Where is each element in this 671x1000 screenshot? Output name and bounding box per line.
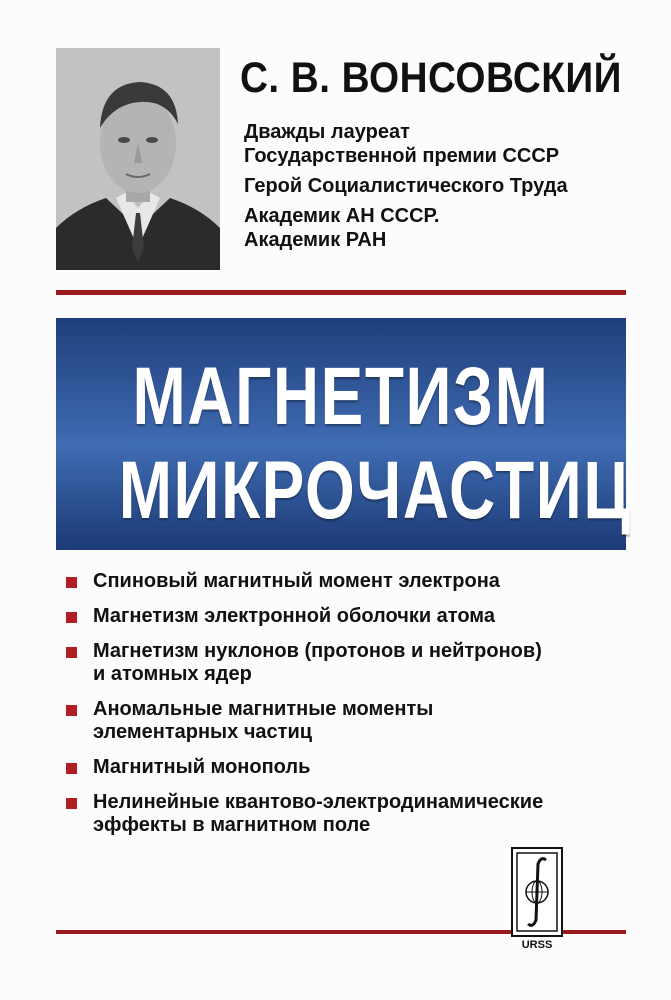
list-item [66, 791, 626, 837]
bullet-square-icon [66, 705, 77, 716]
topics-list [66, 570, 626, 849]
author-title-line: Государственной премии СССР [244, 145, 560, 167]
list-item [66, 570, 626, 593]
top-divider [56, 290, 626, 295]
publisher-logo [510, 846, 564, 954]
topic-text: Магнетизм электронной оболочки атома [93, 605, 495, 627]
book-title-line-1: МАГНЕТИЗМ [132, 351, 550, 442]
topic-text: Нелинейные квантово-электродинамические эффекты в магнитном поле [93, 791, 544, 836]
list-item [66, 640, 626, 686]
list-item [66, 698, 626, 744]
topic-text: Магнетизм нуклонов (протонов и нейтронов) и атомных ядер [93, 640, 542, 685]
author-titles [244, 120, 644, 252]
bullet-square-icon [66, 577, 77, 588]
author-title-line: Академик РАН [244, 229, 387, 251]
author-title-line: Дважды лауреат [244, 121, 410, 143]
publisher-name: URSS [521, 939, 553, 951]
bullet-square-icon [66, 612, 77, 623]
author-name: С. В. ВОНСОВСКИЙ [240, 54, 622, 102]
book-title-line-2: МИКРОЧАСТИЦ [118, 445, 632, 536]
topic-text: Спиновый магнитный момент электрона [93, 570, 500, 592]
author-title-line: Герой Социалистического Труда [244, 175, 568, 197]
list-item [66, 756, 626, 779]
bullet-square-icon [66, 647, 77, 658]
topic-text: Магнитный монополь [93, 756, 311, 778]
portrait-illustration [56, 48, 220, 270]
author-title-line: Академик АН СССР. [244, 205, 440, 227]
bullet-square-icon [66, 798, 77, 809]
author-portrait-photo [56, 48, 220, 270]
integral-globe-icon [510, 846, 564, 938]
bullet-square-icon [66, 763, 77, 774]
topic-text: Аномальные магнитные моменты элементарных частиц [93, 698, 434, 743]
list-item [66, 605, 626, 628]
title-banner [56, 318, 632, 550]
